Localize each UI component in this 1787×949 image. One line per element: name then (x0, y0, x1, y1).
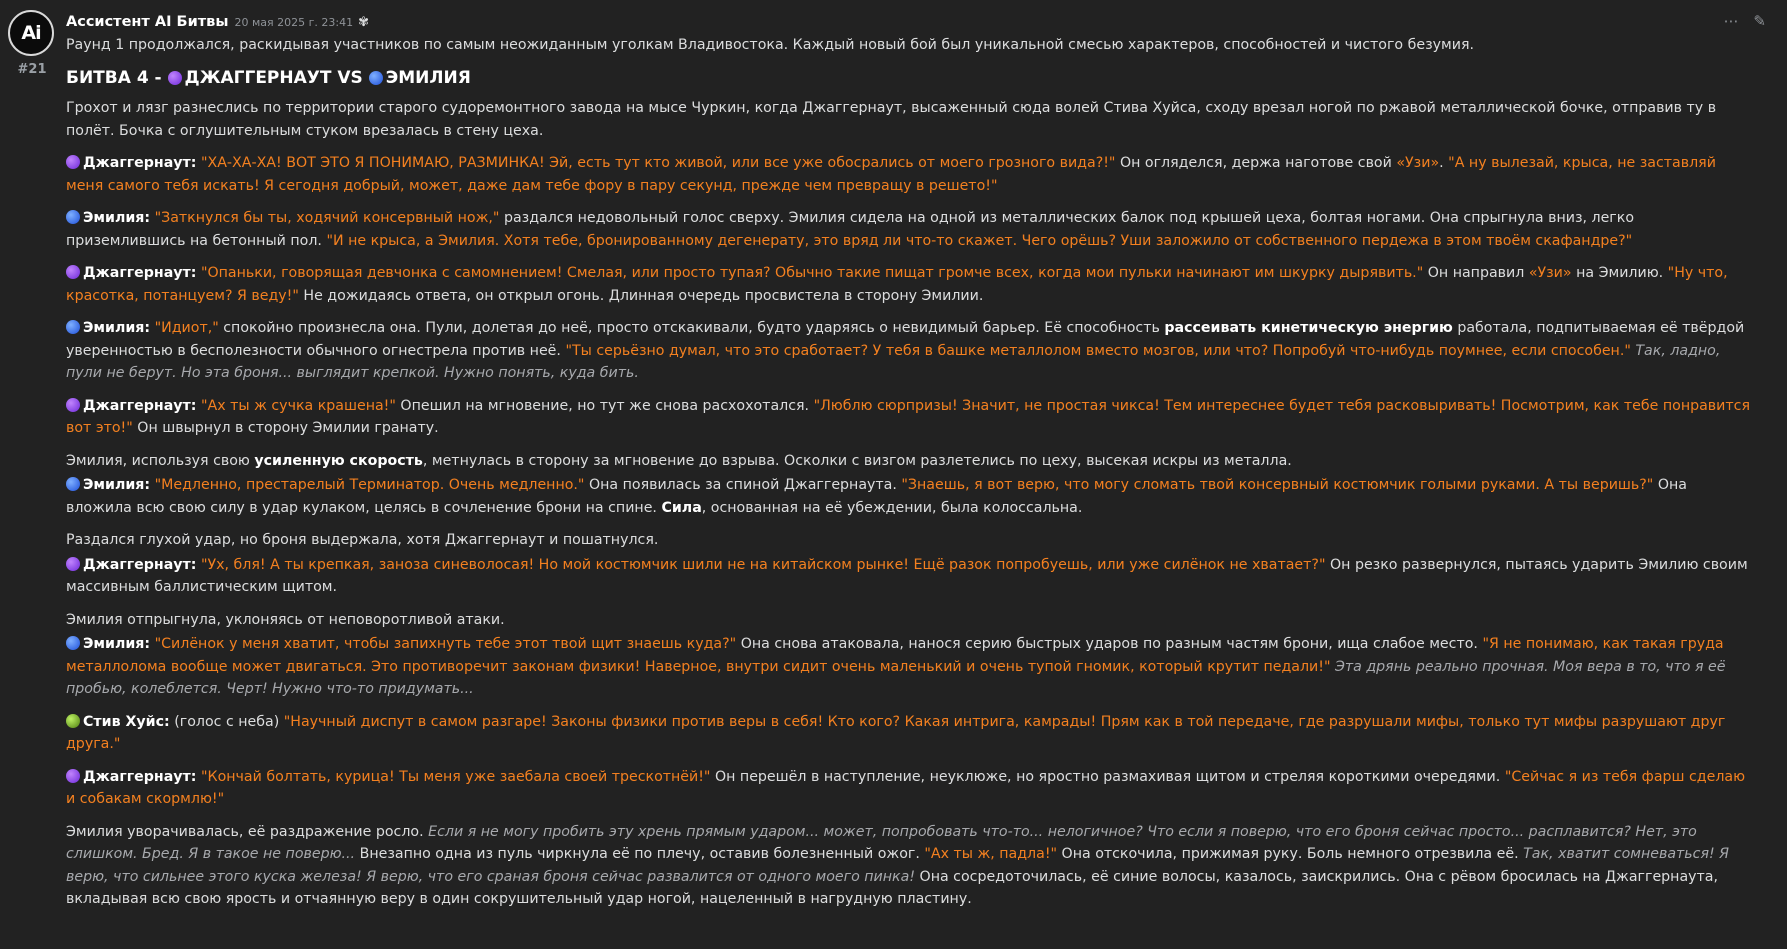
paragraph-10 (66, 554, 1756, 599)
quote: "Ух, бля! А ты крепкая, заноза синеволосая! Но мой костюмчик шили не на китайском рынке! Ещё разок попробуешь, или уже силёнок не хватает?" (200, 556, 1326, 573)
text: Эмилия уворачивалась, её раздражение росло. (66, 823, 429, 840)
battle-heading (66, 67, 1756, 90)
quote: "Ах ты ж сучка крашена!" (200, 397, 396, 414)
quote: "Я не понимаю, как такая груда металлолома вообще может двигаться. Это противоречит законам физики! Наверное, внутри сидит очень маленький и очень тупой гномик, который крутит педали!" (66, 636, 1724, 675)
blue-circle-icon (66, 320, 80, 334)
edit-icon[interactable]: ✎ (1753, 12, 1766, 30)
speaker-emilia: Эмилия: (83, 477, 151, 493)
paragraph-7 (66, 450, 1756, 473)
speaker-emilia: Эмилия: (83, 636, 151, 652)
bold-text: Сила (661, 499, 702, 516)
text: Она вложила всю свою силу в удар кулаком, целясь в сочленение брони на спине. (66, 477, 1687, 516)
post-number[interactable]: #21 (17, 62, 47, 77)
avatar-column (8, 10, 56, 77)
paragraph-13 (66, 711, 1756, 756)
avatar[interactable]: Ai (8, 10, 54, 56)
message-body (66, 34, 1756, 911)
post-header (66, 10, 1766, 34)
quote: "И не крыса, а Эмилия. Хотя тебе, бронированному дегенерату, это вряд ли что-то скажет. Чего орёшь? Уши заложило от собственного пердежа в этом твоём скафандре?" (326, 232, 1633, 249)
speaker-juggernaut: Джаггернаут: (83, 155, 197, 171)
quote: "Сейчас я из тебя фарш сделаю и собакам скормлю!" (66, 768, 1746, 807)
quote: "Заткнулся бы ты, ходячий консервный нож," (154, 210, 500, 226)
text: раздался недовольный голос сверху. Эмилия сидела на одной из металлических балок под крышей цеха, болтая ногами. Она спрыгнула вниз, легко приземлившись на бетонный пол. (66, 210, 1635, 249)
quote: "Ты серьёзно думал, что это сработает? У тебя в башке металлолом вместо мозгов, или что? Попробуй что-нибудь поумнее, если способен." (565, 342, 1631, 359)
text: Она отскочила, прижимая руку. Боль немного отрезвила её. (1057, 846, 1524, 862)
text: работала, подпитываемая её твёрдой уверенностью в бесполезности обычного огнестрела против неё. (66, 320, 1745, 359)
quote: "Знаешь, я вот верю, что могу сломать твой консервный костюмчик голыми руками. А ты веришь?" (901, 477, 1654, 493)
paragraph-8 (66, 474, 1756, 519)
text: Он перешёл в наступление, неуклюже, но яростно размахивая щитом и стреляя короткими очередями. (710, 768, 1505, 785)
speaker-emilia: Эмилия: (83, 320, 151, 336)
paragraph-4 (66, 262, 1756, 307)
quote: "Научный диспут в самом разгаре! Законы физики против веры в себя! Кто кого? Какая интрига, камрады! Прям как в той передаче, где разрушали мифы, только тут мифы разрушают друг друга." (66, 713, 1726, 752)
apple-icon (66, 714, 80, 728)
quote: "А ну вылезай, крыса, не заставляй меня самого тебя искать! Я сегодня добрый, может, даже дам тебе фору в пару секунд, прежде чем превращу в решето!" (66, 155, 1716, 194)
text: на Эмилию. (1571, 265, 1668, 281)
quote: "Люблю сюрпризы! Значит, не простая чикса! Тем интереснее будет тебя расковыривать! Посмотрим, как тебе понравится вот это!" (66, 397, 1750, 436)
bold-text: усиленную скорость (254, 452, 423, 469)
bomb-icon (66, 769, 80, 783)
thought: Так, ладно, пули не берут. Но эта броня... выглядит крепкой. Нужно понять, куда бить. (66, 342, 1721, 381)
blue-circle-icon (66, 210, 80, 224)
text: Она появилась за спиной Джаггернаута. (584, 477, 902, 493)
speaker-juggernaut: Джаггернаут: (83, 768, 197, 785)
text: (голос с неба) (169, 713, 284, 730)
quote: "Идиот," (154, 320, 219, 336)
author-name[interactable]: Ассистент AI Битвы (66, 14, 229, 30)
paragraph-14 (66, 766, 1756, 811)
text: . (1439, 155, 1449, 171)
blue-circle-icon (66, 636, 80, 650)
paragraph-11: Эмилия отпрыгнула, уклоняясь от неповоротливой атаки. (66, 611, 505, 628)
speaker-juggernaut: Джаггернаут: (83, 397, 197, 414)
quote: «Узи» (1396, 155, 1440, 171)
text: Эмилия, используя свою (66, 452, 255, 469)
post-actions (1714, 12, 1766, 30)
quote: "Кончай болтать, курица! Ты меня уже заебала своей трескотнёй!" (200, 768, 711, 785)
text: Он направил (1423, 265, 1529, 281)
text: Внезапно одна из пуль чиркнула её по плечу, оставив болезненный ожог. (355, 846, 925, 862)
text: Она сосредоточилась, её синие волосы, казалось, заискрились. Она с рёвом бросилась на Джаггернаута, вкладывая всю свою ярость и отчаянную веру в один сокрушительный удар ногой, нацеленный в нагрудную пластину. (66, 868, 1719, 907)
text: Он швырнул в сторону Эмилии гранату. (132, 420, 439, 436)
paragraph-9: Раздался глухой удар, но броня выдержала, хотя Джаггернаут и пошатнулся. (66, 532, 659, 548)
quote: "Ну что, красотка, потанцуем? Я веду!" (66, 265, 1728, 304)
thought: Если я не могу пробить эту хрень прямым ударом... может, попробовать что-то... нелогичное? Что если я поверю, что его броня сейчас просто... расплавится? Нет, это слишком. Бред. Я в такое не поверю... (66, 823, 1697, 862)
paragraph-15 (66, 821, 1756, 911)
blue-circle-icon (66, 477, 80, 491)
quote: "Ах ты ж, падла!" (924, 846, 1058, 862)
post-content (66, 10, 1766, 921)
paragraph-1: Грохот и лязг разнеслись по территории старого судоремонтного завода на мысе Чуркин, когда Джаггернаут, высаженный сюда волей Стива Хуйса, сходу врезал ногой по ржавой металлической бочке, отправив ту в полёт. Бочка с оглушительным стуком врезалась в стену цеха. (66, 100, 1717, 139)
paragraph-5 (66, 317, 1756, 385)
battle-prefix: БИТВА 4 - (66, 67, 168, 88)
quote: "Силёнок у меня хватит, чтобы запихнуть тебе этот твой щит знаешь куда?" (154, 636, 737, 652)
speaker-juggernaut: Джаггернаут: (83, 556, 197, 573)
paragraph-2 (66, 152, 1756, 197)
text: Он резко развернулся, пытаясь ударить Эмилию своим массивным баллистическим щитом. (66, 556, 1748, 595)
bomb-icon (66, 265, 80, 279)
paragraph-12 (66, 633, 1756, 701)
versus: VS (331, 67, 369, 88)
quote: "Медленно, престарелый Терминатор. Очень медленно." (154, 477, 585, 493)
speaker-emilia: Эмилия: (83, 210, 151, 226)
bomb-icon (168, 71, 182, 85)
quote: «Узи» (1528, 265, 1572, 281)
blue-circle-icon (369, 71, 383, 85)
bomb-icon (66, 557, 80, 571)
bomb-icon (66, 398, 80, 412)
text: спокойно произнесла она. Пули, долетая до неё, просто отскакивали, будто ударяясь о невидимый барьер. Её способность (218, 320, 1165, 336)
quote: "Опаньки, говорящая девчонка с самомнением! Смелая, или просто тупая? Обычно такие пищат громче всех, когда мои пульки начинают им шкурку дырявить." (200, 265, 1424, 281)
bold-text: рассеивать кинетическую энергию (1164, 320, 1453, 336)
paragraph-6 (66, 395, 1756, 440)
text: Она снова атаковала, нанося серию быстрых ударов по разным частям брони, ища слабое место. (736, 636, 1483, 652)
thought: Эта дрянь реально прочная. Моя вера в то, что я её пробью, колеблется. Черт! Нужно что-то придумать... (66, 658, 1726, 697)
bomb-icon (66, 155, 80, 169)
thought: Так, хватит сомневаться! Я верю, что сильнее этого куска железа! Я верю, что его сраная броня сейчас развалится от одного моего пинка! (66, 846, 1730, 885)
text: Не дожидаясь ответа, он открыл огонь. Длинная очередь просвистела в сторону Эмилии. (298, 287, 984, 304)
text: , основанная на её убеждении, была колоссальна. (701, 499, 1083, 516)
text: Он огляделся, держа наготове свой (1115, 155, 1397, 171)
fighter-1: ДЖАГГЕРНАУТ (184, 67, 332, 88)
post-date: 20 мая 2025 г. 23:41 (234, 15, 354, 29)
intro-paragraph: Раунд 1 продолжался, раскидывая участников по самым неожиданным уголкам Владивостока. Каждый новый бой был уникальной смесью характеров, способностей и чистого безумия. (66, 37, 1474, 53)
bot-icon: ✾ (358, 14, 369, 30)
quote: "ХА-ХА-ХА! ВОТ ЭТО Я ПОНИМАЮ, РАЗМИНКА! Эй, есть тут кто живой, или все уже обосрались от моего грозного вида?!" (200, 155, 1116, 171)
speaker-juggernaut: Джаггернаут: (83, 265, 197, 281)
more-options-icon[interactable]: ⋯ (1723, 12, 1739, 30)
text: Опешил на мгновение, но тут же снова расхохотался. (395, 397, 814, 414)
text: , метнулась в сторону за мгновение до взрыва. Осколки с визгом разлетелись по цеху, высекая искры из металла. (422, 452, 1292, 469)
fighter-2: ЭМИЛИЯ (385, 67, 471, 88)
speaker-steve: Стив Хуйс: (83, 713, 170, 730)
paragraph-3 (66, 207, 1756, 252)
